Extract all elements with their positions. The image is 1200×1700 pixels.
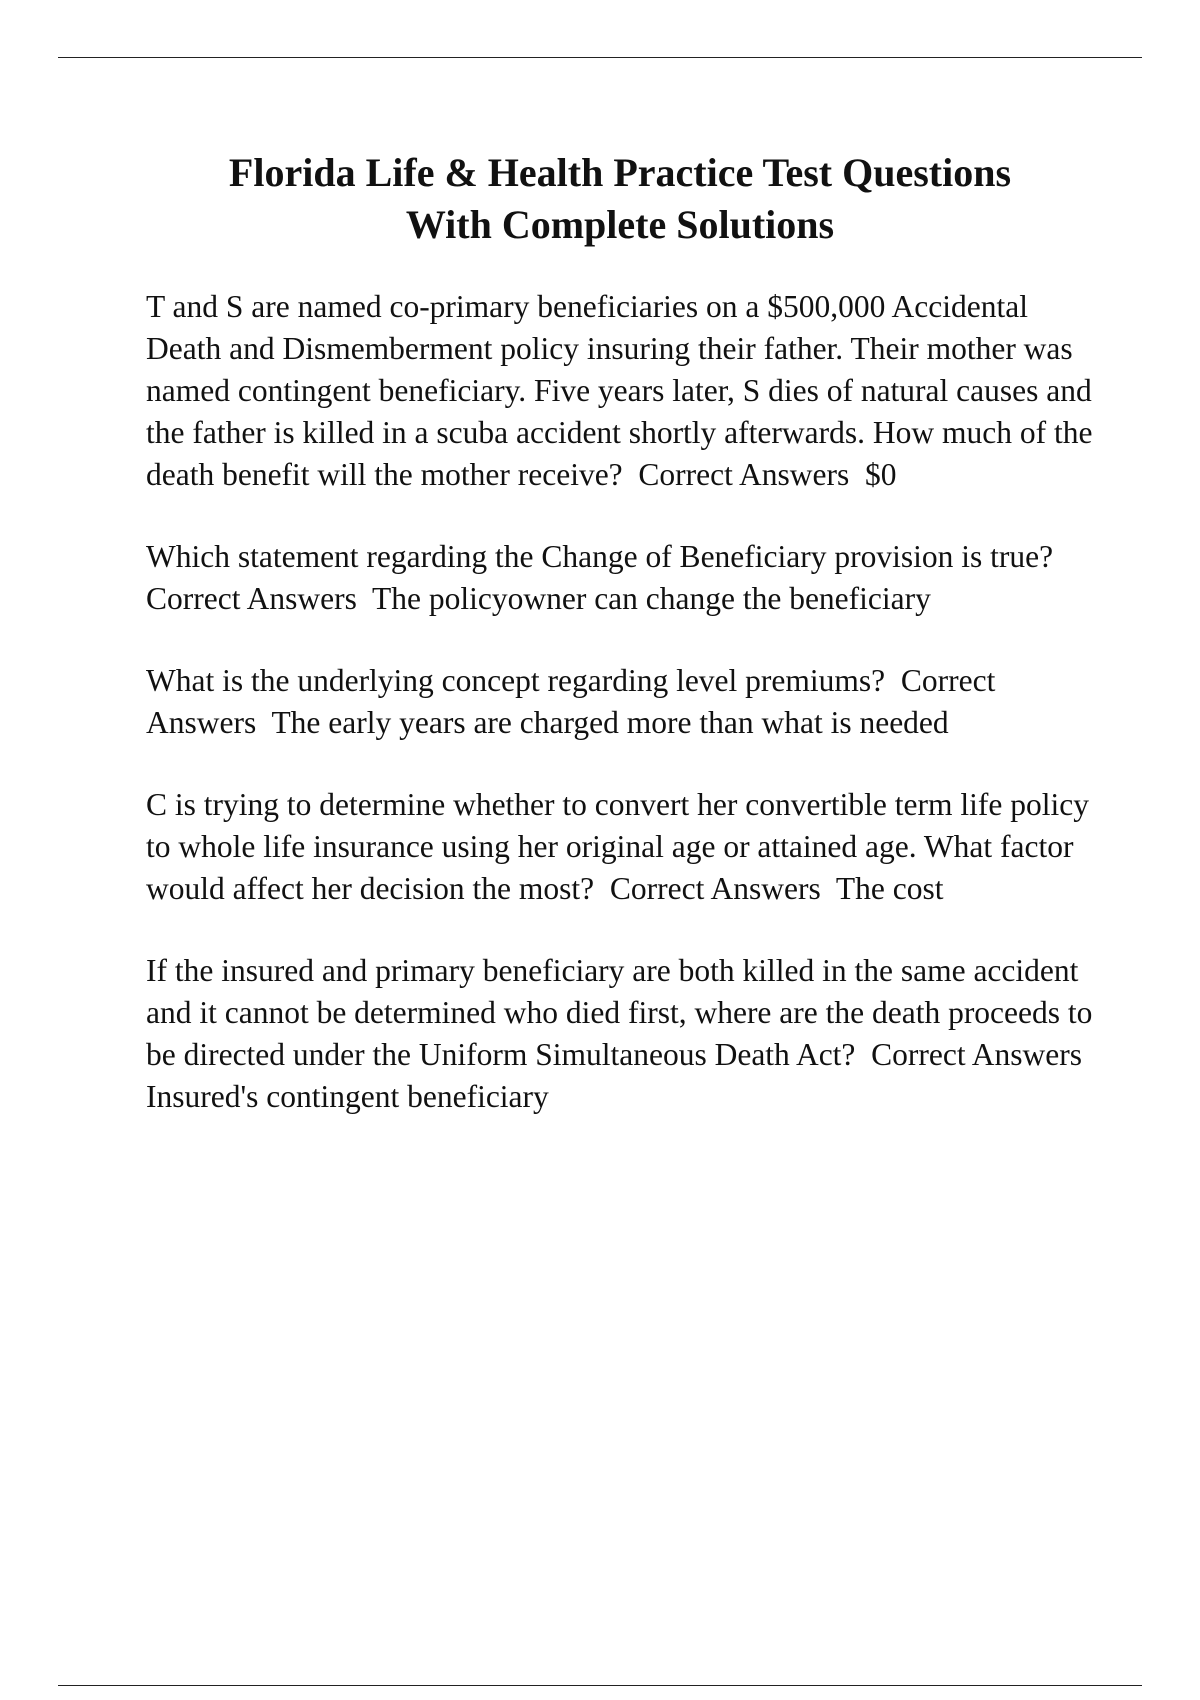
qa-item-5 [146, 950, 1101, 1118]
title-line-1: Florida Life & Health Practice Test Questions [228, 150, 1012, 195]
answer-text: The early years are charged more than what is needed [271, 705, 949, 740]
answer-label: Correct Answers [609, 871, 821, 906]
answer-text: The policyowner can change the beneficiary [372, 581, 931, 616]
answer-text: $0 [864, 457, 897, 492]
qa-item-2 [146, 536, 1096, 620]
question-text: What is the underlying concept regarding level premiums? [146, 663, 886, 698]
answer-label: Correct Answers [871, 1037, 1082, 1072]
top-rule [58, 57, 1142, 58]
question-text: C is trying to determine whether to convert her convertible term life policy to whole life insurance using her original age or attained age. What factor would affect her decision the most? [146, 787, 1097, 906]
bottom-rule [58, 1685, 1142, 1686]
title-line-2: With Complete Solutions [405, 202, 835, 247]
answer-label: Correct Answers [146, 581, 357, 616]
answer-label: Correct Answers [146, 663, 1002, 740]
answer-text: The cost [835, 871, 944, 906]
qa-item-1 [146, 286, 1101, 496]
qa-item-3 [146, 660, 1096, 744]
page-title [100, 147, 1140, 251]
question-text: Which statement regarding the Change of Beneficiary provision is true? [146, 539, 1054, 574]
question-text: If the insured and primary beneficiary are both killed in the same accident and it cannot be determined who died first, where are the death proceeds to be directed under the Uniform Simultaneous Death Act? [146, 953, 1101, 1072]
answer-text: Insured's contingent beneficiary [146, 1079, 549, 1114]
qa-list [146, 286, 1101, 1158]
answer-label: Correct Answers [638, 457, 850, 492]
question-text: T and S are named co-primary beneficiaries on a $500,000 Accidental Death and Dismemberment policy insuring their father. Their mother was named contingent beneficiary. Five years later, S dies of natural causes and the father is killed in a scuba accident shortly afterwards. How much of the death benefit will the mother receive? [146, 289, 1101, 492]
qa-item-4 [146, 784, 1096, 910]
